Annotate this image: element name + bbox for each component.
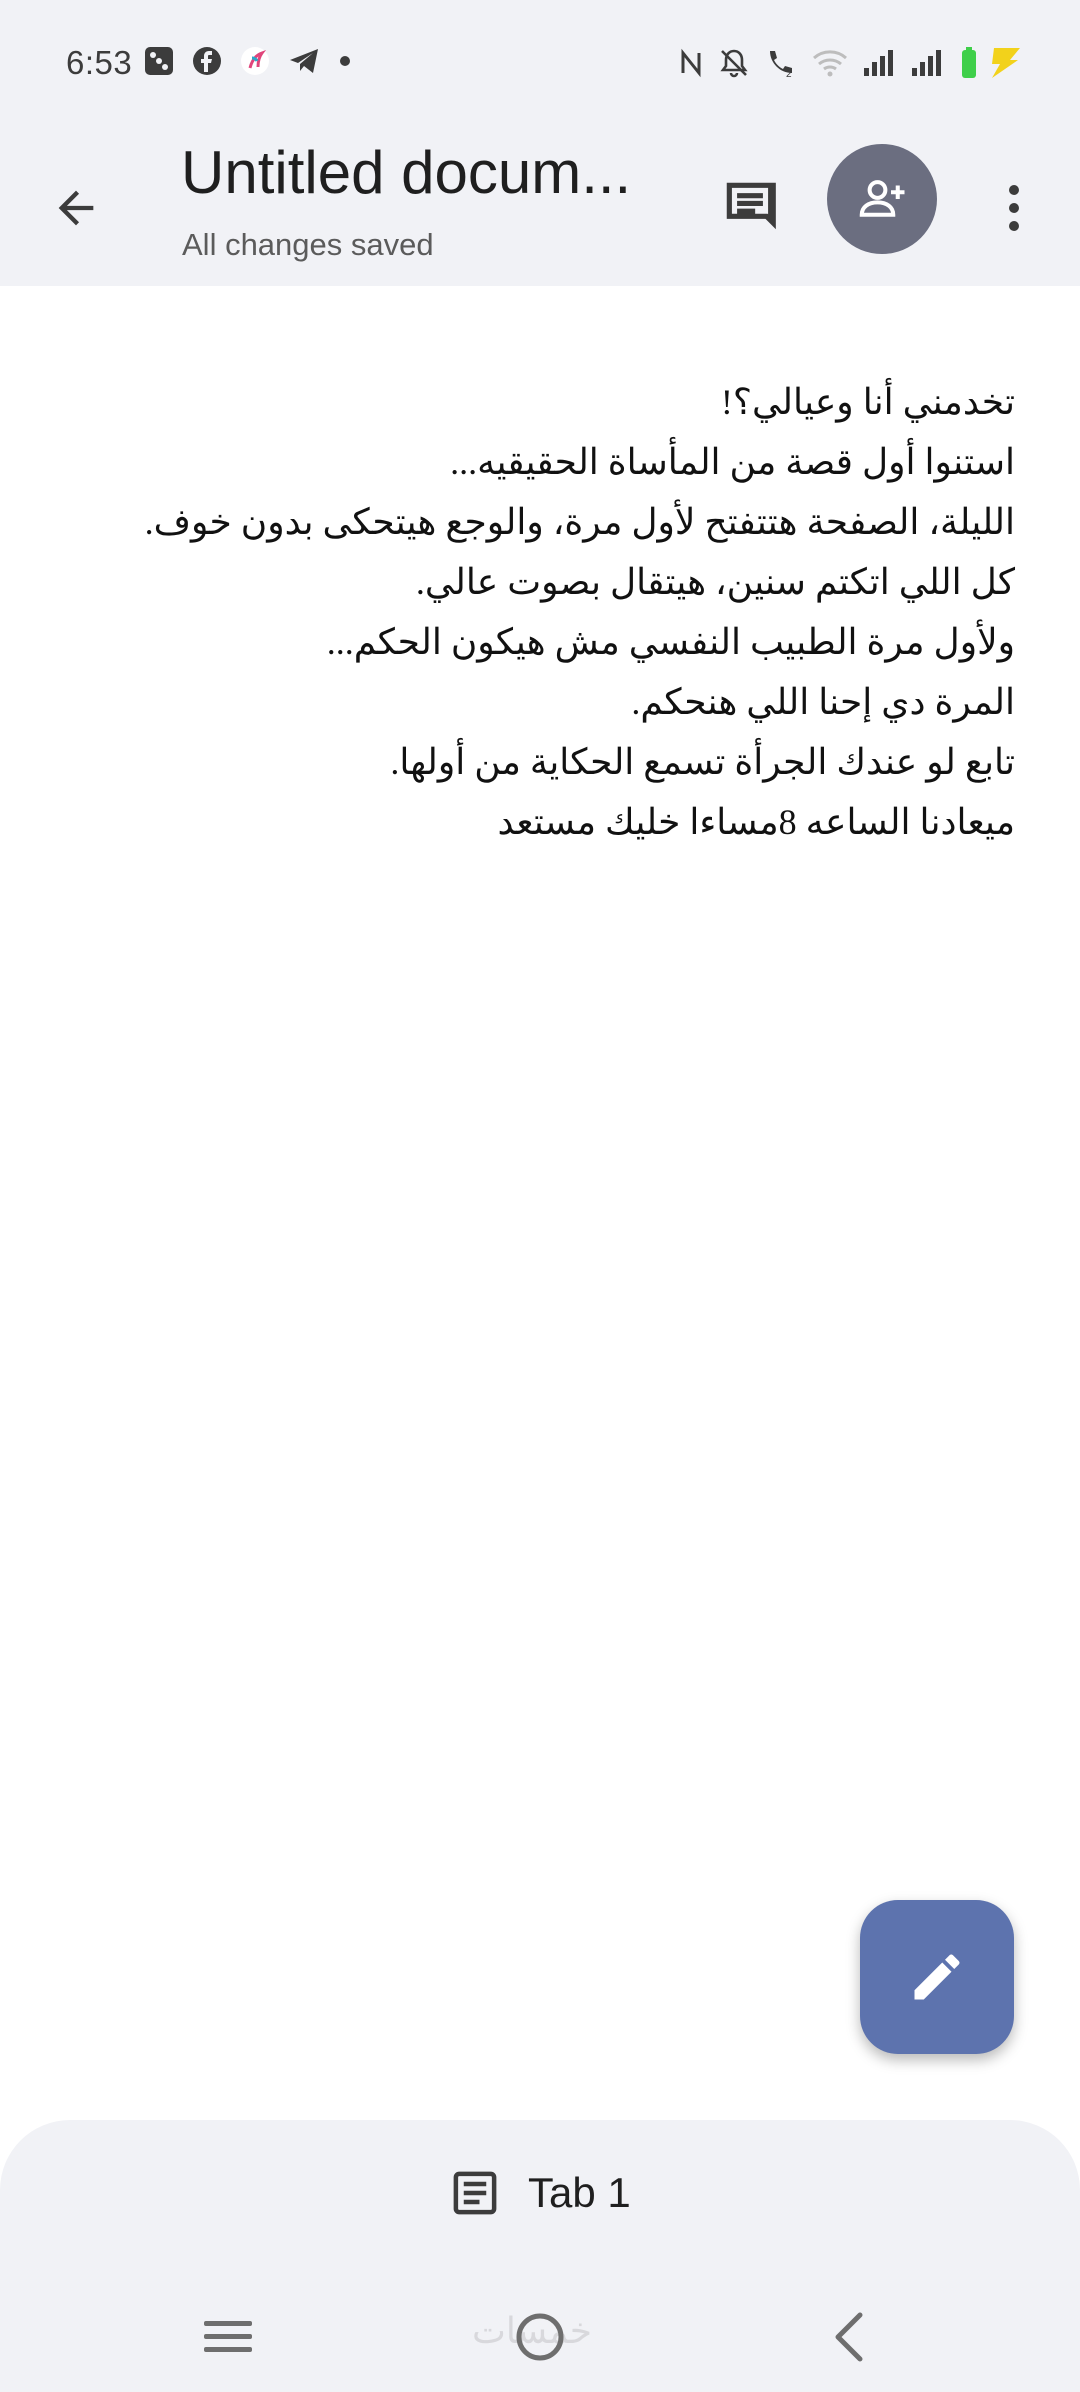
- more-vert-icon: [1006, 182, 1022, 234]
- document-line[interactable]: كل اللي اتكتم سنين، هيتقال بصوت عالي.: [415, 562, 1015, 602]
- battery-charging-icon: [958, 46, 1022, 80]
- mute-icon: [718, 47, 750, 79]
- document-outline-icon: [448, 2166, 502, 2220]
- notification-dot-icon: [338, 54, 352, 68]
- dice-icon: [144, 46, 174, 76]
- app-bar: [0, 128, 1080, 286]
- document-title[interactable]: Untitled docum...: [181, 139, 632, 206]
- document-line[interactable]: تخدمني أنا وعيالي؟!: [720, 382, 1015, 422]
- volte-call-icon: [764, 47, 798, 79]
- edit-pencil-icon: [907, 1947, 967, 2007]
- facebook-icon: [192, 46, 222, 76]
- document-line[interactable]: ولأول مرة الطبيب النفسي مش هيكون الحكم...: [326, 622, 1015, 662]
- document-tabs-bar: [0, 2120, 1080, 2280]
- status-right-icons: [678, 46, 1022, 80]
- more-options-button[interactable]: [992, 172, 1036, 244]
- person-add-icon: [855, 172, 909, 226]
- back-chevron-icon: [830, 2311, 870, 2363]
- comments-button[interactable]: [712, 168, 788, 244]
- tab-label: Tab 1: [528, 2169, 631, 2216]
- tab-1[interactable]: [448, 2158, 631, 2228]
- recents-button[interactable]: [188, 2302, 268, 2372]
- document-line[interactable]: المرة دي إحنا اللي هنحكم.: [631, 682, 1015, 722]
- system-navigation-bar: [0, 2280, 1080, 2392]
- document-line[interactable]: الليلة، الصفحة هتتفتح لأول مرة، والوجع هيتحكى بدون خوف.: [144, 502, 1015, 542]
- recents-icon: [202, 2317, 254, 2357]
- system-back-button[interactable]: [810, 2302, 890, 2372]
- edit-fab[interactable]: [860, 1900, 1014, 2054]
- status-left-icons: [144, 46, 352, 76]
- document-text[interactable]: [55, 372, 1015, 852]
- document-line[interactable]: ميعادنا الساعه 8مساءا خليك مستعد: [497, 802, 1015, 842]
- status-time: 6:53: [66, 44, 133, 81]
- signal-icon: [910, 48, 944, 78]
- telegram-icon: [288, 46, 320, 76]
- home-icon: [514, 2311, 566, 2363]
- document-line[interactable]: استنوا أول قصة من المأساة الحقيقيه...: [450, 442, 1015, 482]
- wifi-icon: [812, 48, 848, 78]
- watermark: خمسات: [472, 2310, 593, 2351]
- home-button[interactable]: [500, 2302, 580, 2372]
- status-bar: [0, 0, 1080, 128]
- share-button[interactable]: [827, 144, 937, 254]
- signal-icon: [862, 48, 896, 78]
- svg-text:2: 2: [786, 69, 792, 79]
- save-status: All changes saved: [182, 227, 434, 262]
- arrow-back-icon: [50, 182, 102, 234]
- app-icon: [240, 46, 270, 76]
- back-button[interactable]: [40, 172, 112, 244]
- comment-icon: [719, 175, 781, 237]
- document-canvas[interactable]: [0, 286, 1080, 2120]
- nfc-icon: [678, 48, 704, 78]
- document-line[interactable]: تابع لو عندك الجرأة تسمع الحكاية من أولها.: [390, 742, 1015, 782]
